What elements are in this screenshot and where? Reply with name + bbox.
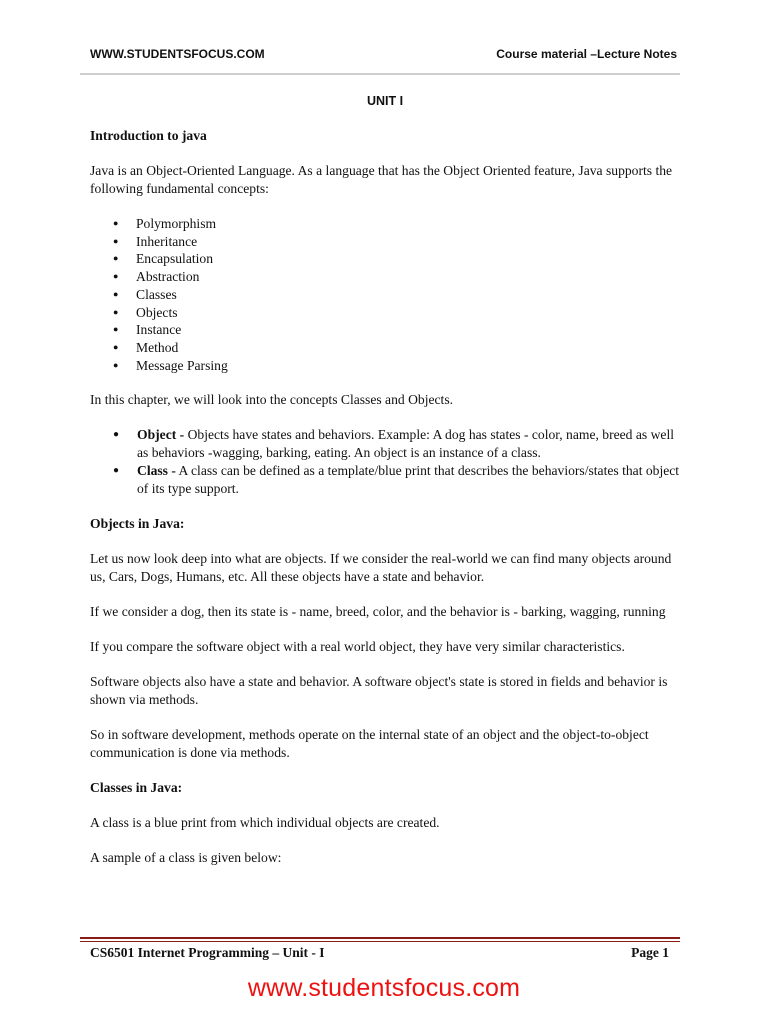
bullet-icon: ● [113,288,119,299]
concept-label: Instance [136,322,182,338]
bullet-icon: ● [113,306,119,317]
concept-label: Objects [136,304,178,320]
definition-term: Object - [137,427,185,443]
concept-list [90,215,680,374]
definition-term: Class - [137,463,176,479]
document-body [90,92,680,884]
bullet-icon: ● [113,465,120,477]
objects-paragraph: Software objects also have a state and behavior. A software object's state is stored in fields and behavior is shown via methods. [90,674,668,708]
bullet-icon: ● [113,235,119,246]
concept-label: Polymorphism [136,216,217,231]
list-item [90,250,680,268]
list-item [90,286,680,304]
objects-heading: Objects in Java: [90,516,185,532]
concept-label: Message Parsing [136,357,228,373]
concept-label: Inheritance [136,233,198,249]
concept-label: Abstraction [136,269,200,285]
objects-paragraph: Let us now look deep into what are objects. If we consider the real-world we can find many objects around us, Cars, Dogs, Humans, etc. All these objects have a state and behavior. [90,551,672,585]
bullet-icon: ● [113,253,119,264]
header-divider [80,73,680,75]
objects-paragraph: So in software development, methods operate on the internal state of an object and the object-to-object communication is done via methods. [90,727,649,761]
bullet-icon: ● [113,359,119,370]
objects-paragraph: If you compare the software object with a real world object, they have very similar characteristics. [90,639,625,655]
list-item [90,304,680,322]
list-item [90,357,680,375]
list-item [90,339,680,357]
concept-label: Method [136,339,179,355]
unit-title: UNIT I [366,94,404,108]
header-site-name: WWW.STUDENTSFOCUS.COM [90,47,265,61]
definition-list [90,426,680,498]
chapter-paragraph: In this chapter, we will look into the concepts Classes and Objects. [90,392,454,408]
page-number: Page 1 [631,945,669,960]
objects-paragraph: If we consider a dog, then its state is - name, breed, color, and the behavior is - barking, wagging, running [90,604,666,620]
classes-paragraph: A sample of a class is given below: [90,850,282,866]
footer-course-title: CS6501 Internet Programming – Unit - I [90,945,325,960]
footer-divider-thin [80,941,680,942]
list-item [90,268,680,286]
list-item [90,321,680,339]
definition-item-object [90,426,680,462]
classes-paragraph: A class is a blue print from which individual objects are created. [90,815,440,831]
bullet-icon: ● [113,429,120,441]
intro-heading: Introduction to java [90,128,207,143]
definition-text: Objects have states and behaviors. Example: A dog has states - color, name, breed as well as behaviors -wagging, barking, eating. An object is an instance of a class. [137,427,675,461]
classes-heading: Classes in Java: [90,780,183,796]
list-item [90,233,680,251]
concept-label: Encapsulation [136,251,214,267]
bullet-icon: ● [113,341,119,352]
website-link[interactable]: www.studentsfocus.com [247,974,521,1002]
intro-paragraph: Java is an Object-Oriented Language. As a language that has the Object Oriented feature, Java supports the following fundamental concepts: [90,163,673,196]
bullet-icon: ● [113,324,119,335]
bullet-icon: ● [113,271,119,282]
concept-label: Classes [136,286,177,302]
header-course-label: Course material –Lecture Notes [496,47,677,61]
bullet-icon: ● [113,218,119,228]
definition-text: A class can be defined as a template/blue print that describes the behaviors/states that object of its type support. [137,463,680,497]
list-item [90,215,680,233]
footer-divider-thick [80,937,680,939]
definition-item-class [90,462,680,498]
